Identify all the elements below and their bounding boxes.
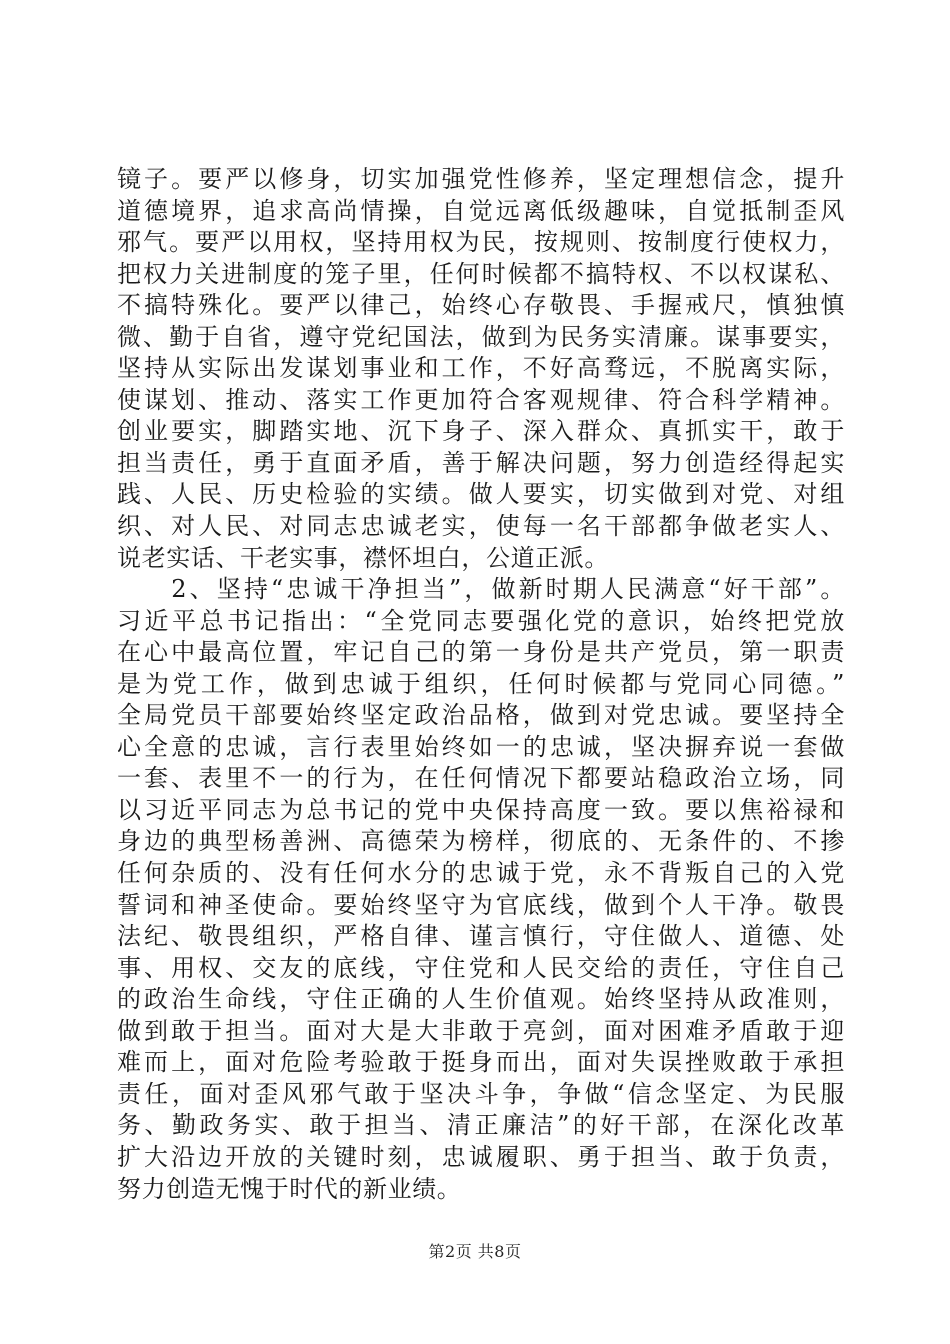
text-line: 一套、表里不一的行为，在任何情况下都要站稳政治立场，同 (117, 764, 845, 793)
text-line: 邪气。要严以用权，坚持用权为民，按规则、按制度行使权力， (117, 228, 845, 257)
text-line: 法纪、敬畏组织，严格自律、谨言慎行，守住做人、道德、处 (117, 922, 845, 951)
text-line: 任何杂质的、没有任何水分的忠诚于党，永不背叛自己的入党 (117, 859, 845, 888)
text-line: 道德境界，追求高尚情操，自觉远离低级趣味，自觉抵制歪风 (117, 196, 845, 225)
text-line: 心全意的忠诚，言行表里始终如一的忠诚，坚决摒弃说一套做 (117, 732, 845, 761)
text-line: 做到敢于担当。面对大是大非敢于亮剑，面对困难矛盾敢于迎 (117, 1016, 845, 1045)
text-line: 不搞特殊化。要严以律己，始终心存敬畏、手握戒尺，慎独慎 (117, 291, 845, 320)
text-line: 誓词和神圣使命。要始终坚守为官底线，做到个人干净。敬畏 (117, 890, 845, 919)
text-line: 务、勤政务实、敢于担当、清正廉洁”的好干部，在深化改革 (117, 1111, 845, 1140)
text-line: 以习近平同志为总书记的党中央保持高度一致。要以焦裕禄和 (117, 795, 845, 824)
text-line: 把权力关进制度的笼子里，任何时候都不搞特权、不以权谋私、 (117, 259, 845, 288)
text-line: 努力创造无愧于时代的新业绩。 (117, 1174, 462, 1203)
text-line: 责任，面对歪风邪气敢于坚决斗争，争做“信念坚定、为民服 (117, 1079, 845, 1108)
text-line: 微、勤于自省，遵守党纪国法，做到为民务实清廉。谋事要实， (117, 322, 845, 351)
body-text (117, 164, 845, 1205)
text-line: 创业要实，脚踏实地、沉下身子、深入群众、真抓实干，敢于 (117, 417, 845, 446)
text-line: 坚持从实际出发谋划事业和工作，不好高骛远，不脱离实际， (117, 354, 845, 383)
text-line: 身边的典型杨善洲、高德荣为榜样，彻底的、无条件的、不掺 (117, 827, 845, 856)
text-line: 2、坚持“忠诚干净担当”，做新时期人民满意“好干部”。 (117, 575, 845, 604)
text-line: 践、人民、历史检验的实绩。做人要实，切实做到对党、对组 (117, 480, 845, 509)
text-line: 难而上，面对危险考验敢于挺身而出，面对失误挫败敢于承担 (117, 1048, 845, 1077)
text-line: 习近平总书记指出：“全党同志要强化党的意识，始终把党放 (117, 606, 845, 635)
text-line: 使谋划、推动、落实工作更加符合客观规律、符合科学精神。 (117, 385, 845, 414)
text-line: 是为党工作，做到忠诚于组织，任何时候都与党同心同德。” (117, 669, 845, 698)
text-line: 扩大沿边开放的关键时刻，忠诚履职、勇于担当、敢于负责， (117, 1142, 845, 1171)
text-line: 担当责任，勇于直面矛盾，善于解决问题，努力创造经得起实 (117, 448, 845, 477)
text-line: 织、对人民、对同志忠诚老实，使每一名干部都争做老实人、 (117, 512, 845, 541)
text-line: 的政治生命线，守住正确的人生价值观。始终坚持从政准则， (117, 985, 845, 1014)
text-line: 事、用权、交友的底线，守住党和人民交给的责任，守住自己 (117, 953, 845, 982)
text-line: 全局党员干部要始终坚定政治品格，做到对党忠诚。要坚持全 (117, 701, 845, 730)
page-number-footer: 第2页 共8页 (428, 1242, 522, 1261)
text-line: 在心中最高位置，牢记自己的第一身份是共产党员，第一职责 (117, 638, 845, 667)
text-line: 镜子。要严以修身，切实加强党性修养，坚定理想信念，提升 (117, 165, 845, 193)
text-line: 说老实话、干老实事，襟怀坦白，公道正派。 (117, 543, 609, 572)
